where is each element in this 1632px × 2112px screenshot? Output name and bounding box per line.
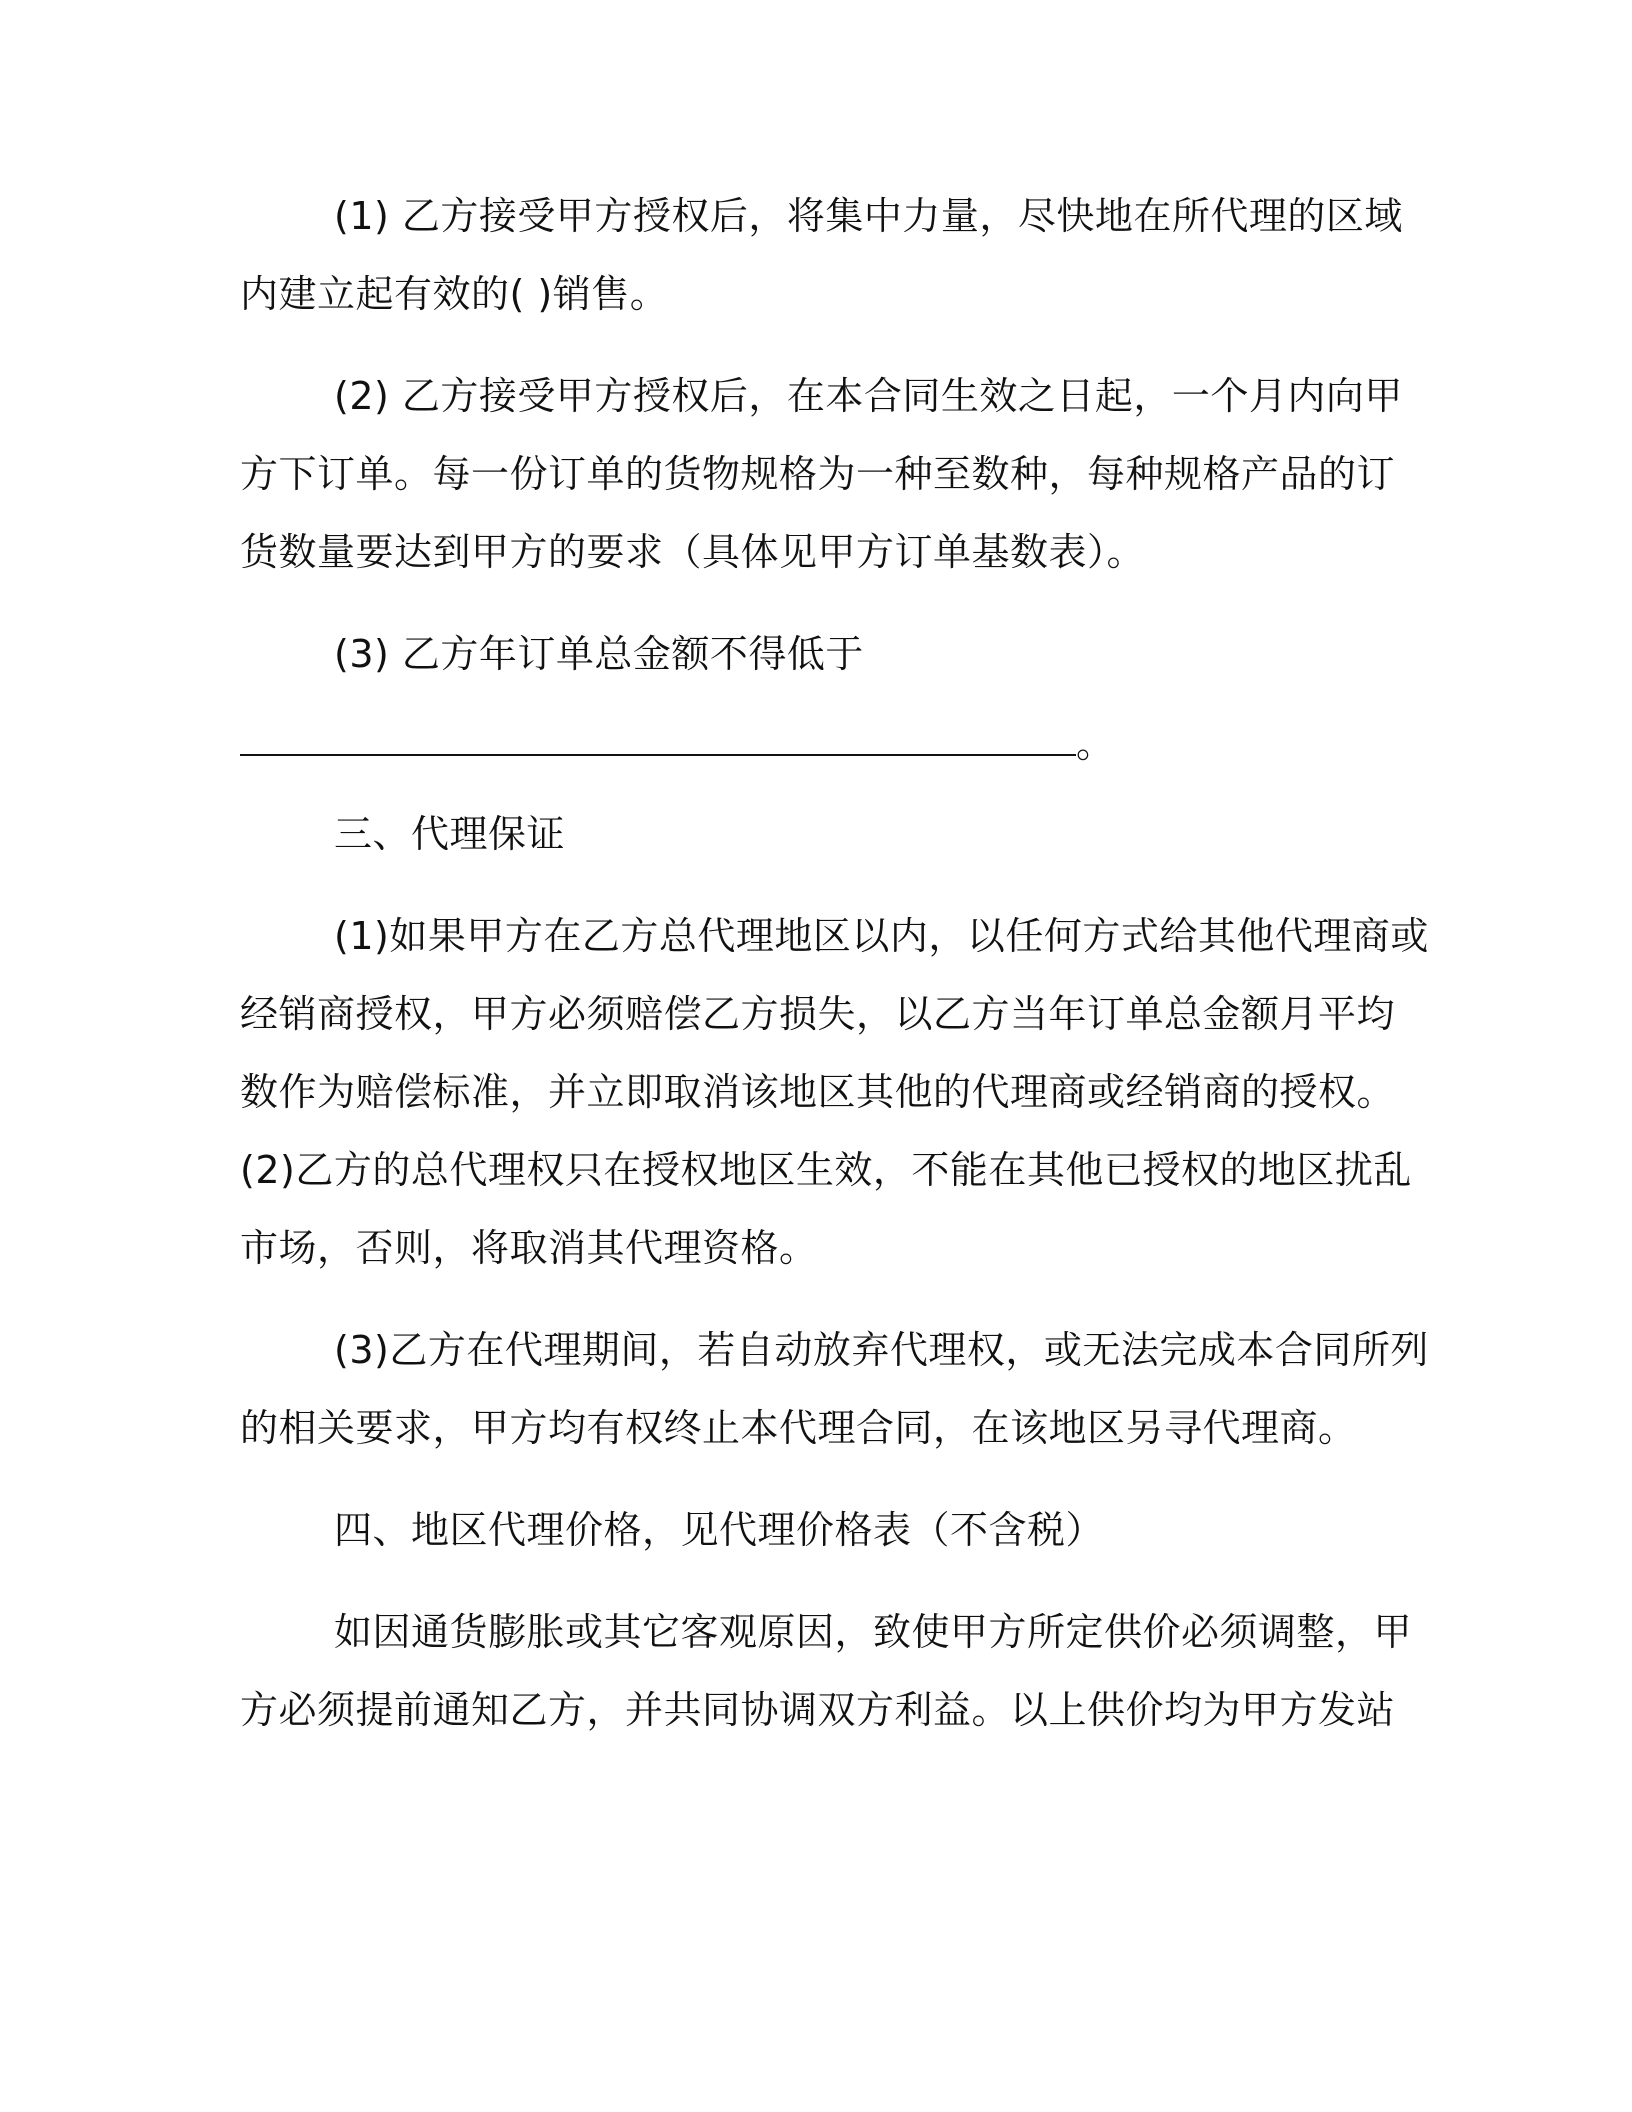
section-3-item-1-line-1: (1)如果甲方在乙方总代理地区以内，以任何方式给其他代理商或 — [334, 914, 1429, 958]
section-3-heading: 三、代理保证 — [334, 812, 566, 856]
section-4-heading: 四、地区代理价格，见代理价格表（不含税） — [334, 1508, 1105, 1552]
fill-in-blank-period: 。 — [1076, 722, 1115, 766]
paragraph-2-line-1: (2) 乙方接受甲方授权后，在本合同生效之日起，一个月内向甲 — [334, 374, 1403, 418]
paragraph-3-line-1: (3) 乙方年订单总金额不得低于 — [334, 632, 864, 676]
section-4-paragraph-line-1: 如因通货膨胀或其它客观原因，致使甲方所定供价必须调整，甲 — [334, 1610, 1413, 1654]
section-4-paragraph-line-2: 方必须提前通知乙方，并共同协调双方利益。以上供价均为甲方发站 — [240, 1688, 1396, 1732]
paragraph-2-line-2: 方下订单。每一份订单的货物规格为一种至数种，每种规格产品的订 — [240, 452, 1396, 496]
section-3-item-3-line-2: 的相关要求，甲方均有权终止本代理合同，在该地区另寻代理商。 — [240, 1406, 1357, 1450]
section-3-item-1-line-3: 数作为赔偿标准，并立即取消该地区其他的代理商或经销商的授权。 — [240, 1070, 1396, 1114]
section-3-item-2-line-2: 市场，否则，将取消其代理资格。 — [240, 1226, 818, 1270]
section-3-item-1-line-2: 经销商授权，甲方必须赔偿乙方损失，以乙方当年订单总金额月平均 — [240, 992, 1396, 1036]
paragraph-1-line-2: 内建立起有效的( )销售。 — [240, 272, 669, 316]
fill-in-blank-line — [240, 754, 1076, 756]
paragraph-2-line-3: 货数量要达到甲方的要求（具体见甲方订单基数表）。 — [240, 530, 1146, 574]
section-3-item-3-line-1: (3)乙方在代理期间，若自动放弃代理权，或无法完成本合同所列 — [334, 1328, 1429, 1372]
paragraph-1-line-1: (1) 乙方接受甲方授权后，将集中力量，尽快地在所代理的区域 — [334, 194, 1403, 238]
section-3-item-2-line-1: (2)乙方的总代理权只在授权地区生效，不能在其他已授权的地区扰乱 — [240, 1148, 1412, 1192]
